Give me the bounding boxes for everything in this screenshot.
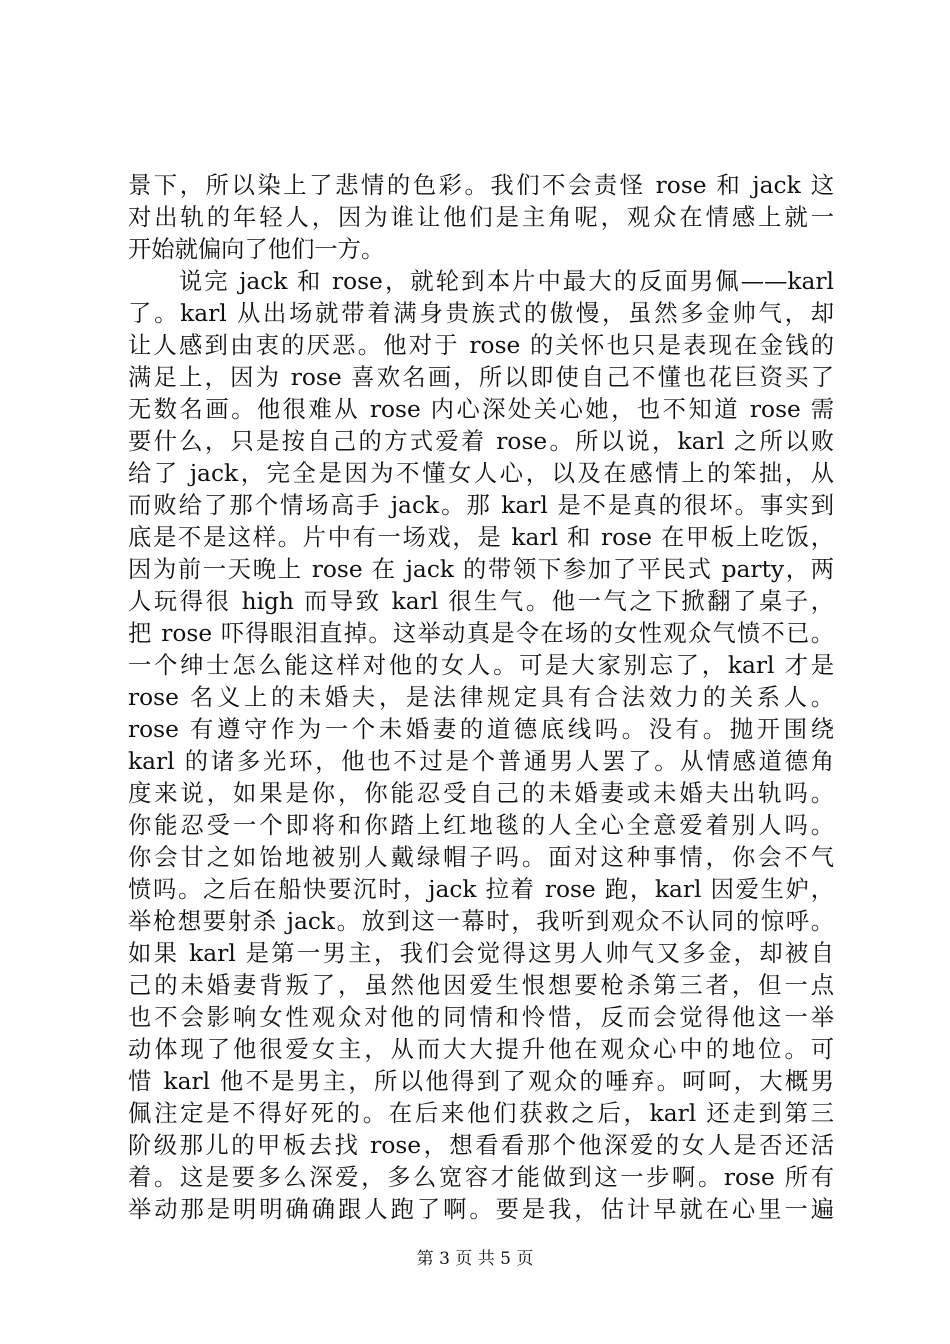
text-line: 对出轨的年轻人，因为谁让他们是主角呢，观众在情感上就一 [128, 204, 834, 231]
text-line: 你会甘之如饴地被别人戴绿帽子吗。面对这种事情，你会不气 [128, 844, 834, 871]
text-line: rose 有遵守作为一个未婚妻的道德底线吗。没有。抛开围绕 [128, 716, 834, 743]
text-line: 惜 karl 他不是男主，所以他得到了观众的唾弃。呵呵，大概男 [128, 1068, 834, 1095]
text-line: 而败给了那个情场高手 jack。那 karl 是不是真的很坏。事实到 [128, 492, 834, 519]
text-line: 也不会影响女性观众对他的同情和怜惜，反而会觉得他这一举 [128, 1004, 834, 1031]
text-line: 举枪想要射杀 jack。放到这一幕时，我听到观众不认同的惊呼。 [128, 908, 834, 935]
text-line: 要什么，只是按自己的方式爱着 rose。所以说，karl 之所以败 [128, 428, 834, 455]
text-line: 佩注定是不得好死的。在后来他们获救之后，karl 还走到第三 [128, 1100, 834, 1127]
document-body [128, 170, 834, 1226]
text-line: 把 rose 吓得眼泪直掉。这举动真是令在场的女性观众气愤不已。 [128, 620, 834, 647]
text-line: 开始就偏向了他们一方。 [128, 236, 385, 263]
text-line: 举动那是明明确确跟人跑了啊。要是我，估计早就在心里一遍 [128, 1196, 834, 1223]
text-line: 景下，所以染上了悲情的色彩。我们不会责怪 rose 和 jack 这 [128, 172, 834, 199]
text-line: 如果 karl 是第一男主，我们会觉得这男人帅气又多金，却被自 [128, 940, 834, 967]
text-line: 度来说，如果是你，你能忍受自己的未婚妻或未婚夫出轨吗。 [128, 780, 834, 807]
text-line: 了。karl 从出场就带着满身贵族式的傲慢，虽然多金帅气，却 [128, 300, 834, 327]
text-line: 给了 jack，完全是因为不懂女人心，以及在感情上的笨拙，从 [128, 460, 834, 487]
text-line: 满足上，因为 rose 喜欢名画，所以即使自己不懂也花巨资买了 [128, 364, 834, 391]
text-line: 阶级那儿的甲板去找 rose，想看看那个他深爱的女人是否还活 [128, 1132, 834, 1159]
text-line: 说完 jack 和 rose，就轮到本片中最大的反面男佩——karl [128, 268, 834, 295]
page-number-footer: 第 3 页 共 5 页 [416, 1249, 534, 1269]
text-line: 着。这是要多么深爱，多么宽容才能做到这一步啊。rose 所有 [128, 1164, 834, 1191]
text-line: 一个绅士怎么能这样对他的女人。可是大家别忘了，karl 才是 [128, 652, 834, 679]
text-line: 己的未婚妻背叛了，虽然他因爱生恨想要枪杀第三者，但一点 [128, 972, 834, 999]
text-line: karl 的诸多光环，他也不过是个普通男人罢了。从情感道德角 [128, 748, 834, 775]
text-line: 因为前一天晚上 rose 在 jack 的带领下参加了平民式 party，两 [128, 556, 834, 583]
text-line: 人玩得很 high 而导致 karl 很生气。他一气之下掀翻了桌子， [128, 588, 834, 615]
text-line: 底是不是这样。片中有一场戏，是 karl 和 rose 在甲板上吃饭， [128, 524, 834, 551]
text-line: 愤吗。之后在船快要沉时，jack 拉着 rose 跑，karl 因爱生妒， [128, 876, 834, 903]
text-line: 让人感到由衷的厌恶。他对于 rose 的关怀也只是表现在金钱的 [128, 332, 834, 359]
text-line: 动体现了他很爱女主，从而大大提升他在观众心中的地位。可 [128, 1036, 834, 1063]
text-line: rose 名义上的未婚夫，是法律规定具有合法效力的关系人。 [128, 684, 834, 711]
text-line: 你能忍受一个即将和你踏上红地毯的人全心全意爱着别人吗。 [128, 812, 834, 839]
text-line: 无数名画。他很难从 rose 内心深处关心她，也不知道 rose 需 [128, 396, 834, 423]
